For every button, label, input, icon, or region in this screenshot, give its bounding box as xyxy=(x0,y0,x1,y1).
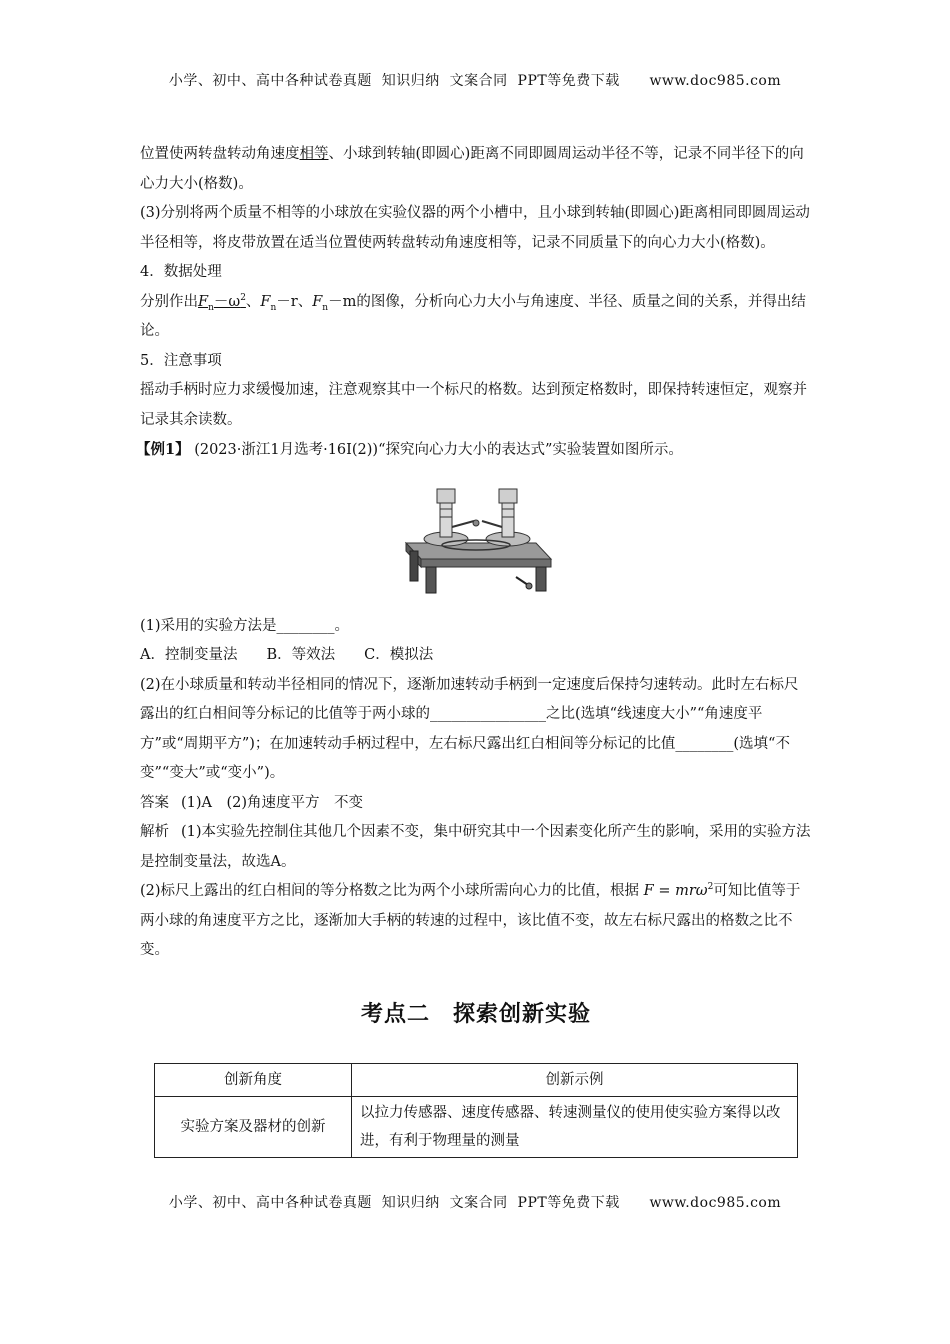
analysis-label: 解析 xyxy=(140,824,169,840)
question-2: (2)在小球质量和转动半径相同的情况下，逐渐加速转动手柄到一定速度后保持匀速转动。此时左右标尺露出的红白相间等分标记的比值等于两小球的________________之比(选填“线速度大小”“角速度平方”或“周期平方”)；在加速转动手柄过程中，左右标尺露出红白相间等分标记的比值________(选填“不变”“变大”或“变小”)。 xyxy=(140,676,799,781)
paragraph-data-processing: 分别作出$F_n-\omega^2$、$F_n-r$、$F_n-m$的图像，分析向心力大小与角速度、半径、质量之间的关系，并得出结论。 xyxy=(140,292,806,339)
paragraph-precautions: 摇动手柄时应力求缓慢加速，注意观察其中一个标尺的格数。达到预定格数时，即保持转速恒定，观察并记录其余读数。 xyxy=(140,382,807,428)
table-cell: 以拉力传感器、速度传感器、转速测量仪的使用使实验方案得以改进，有利于物理量的测量 xyxy=(352,1097,798,1158)
apparatus-figure xyxy=(140,470,812,610)
underlined-equal: 相等 xyxy=(299,146,329,162)
table-row xyxy=(155,1097,798,1158)
heading-data-processing: 4．数据处理 xyxy=(140,264,222,280)
example-label: 【例1】 xyxy=(136,441,190,458)
page-header: 小学、初中、高中各种试卷真题 知识归纳 文案合同 PPT等免费下载 www.doc985.com xyxy=(168,73,782,89)
example-stem: 【例1】 (2023·浙江1月选考·16Ⅰ(2))“探究向心力大小的表达式”实验装置如图所示。 xyxy=(136,441,683,458)
heading-precautions: 5．注意事项 xyxy=(140,352,222,369)
paragraph-radius-step: 位置使两转盘转动角速度相等、小球到转轴(即圆心)距离不同即圆周运动半径不等，记录不同半径下的向心力大小(格数)。 xyxy=(140,146,804,192)
table-cell: 实验方案及器材的创新 xyxy=(155,1097,352,1158)
answer-line: 答案 (1)A (2)角速度平方 不变 xyxy=(140,794,364,811)
page-footer: 小学、初中、高中各种试卷真题 知识归纳 文案合同 PPT等免费下载 www.doc985.com xyxy=(168,1195,782,1211)
section-title: 考点二 探索创新实验 xyxy=(360,1000,591,1027)
question-1: (1)采用的实验方法是________。 xyxy=(140,617,350,634)
table-header-cell: 创新示例 xyxy=(352,1064,798,1097)
answer-label: 答案 xyxy=(140,794,169,811)
centripetal-apparatus-icon xyxy=(396,481,556,599)
table-header-cell: 创新角度 xyxy=(155,1064,352,1097)
paragraph-step-3: (3)分别将两个质量不相等的小球放在实验仪器的两个小槽中，且小球到转轴(即圆心)距离相同即圆周运动半径相等，将皮带放置在适当位置使两转盘转动角速度相等，记录不同质量下的向心力大小(格数)。 xyxy=(140,205,810,251)
page-content xyxy=(136,140,812,1158)
question-1-options: A．控制变量法 B．等效法 C．模拟法 xyxy=(140,647,434,663)
analysis-part-2: (2)标尺上露出的红白相间的等分格数之比为两个小球所需向心力的比值，根据 F = mrω$^2$可知比值等于两小球的角速度平方之比，逐渐加大手柄的转速的过程中，该比值不变，故左右标尺露出的格数之比不变。 xyxy=(140,882,801,958)
innovation-table xyxy=(154,1063,798,1158)
analysis-part-1: 解析 (1)本实验先控制住其他几个因素不变，集中研究其中一个因素变化所产生的影响，采用的实验方法是控制变量法，故选A。 xyxy=(140,824,811,870)
table-header-row xyxy=(155,1064,798,1097)
